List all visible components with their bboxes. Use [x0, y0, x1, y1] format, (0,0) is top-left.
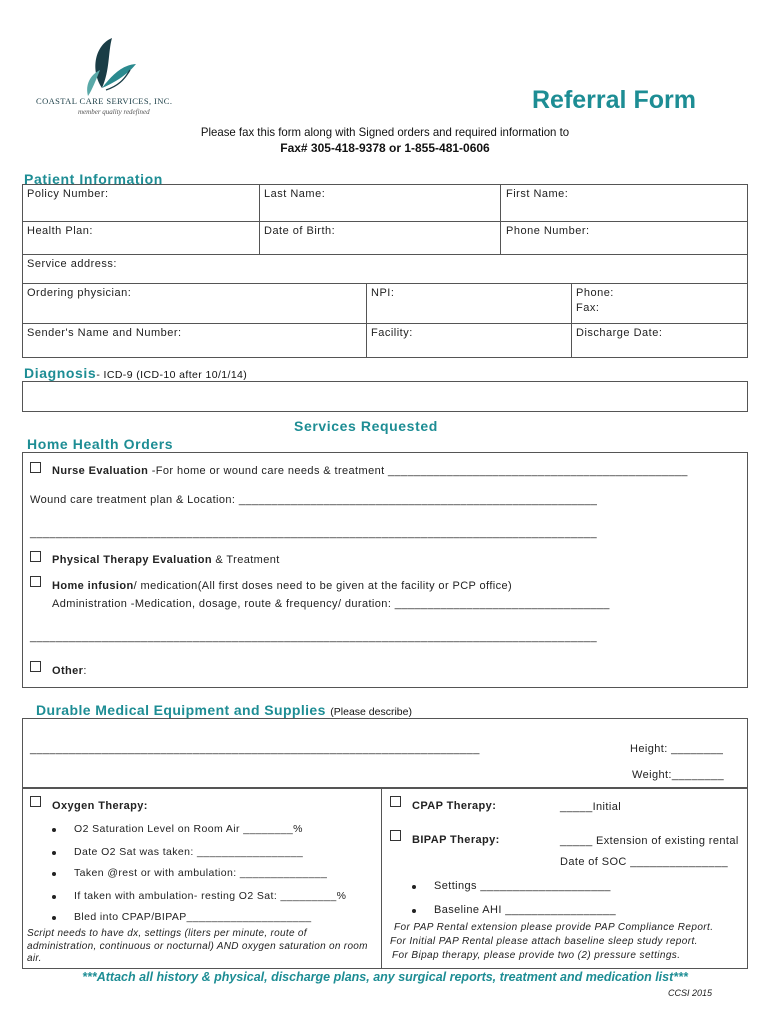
attach-note: ***Attach all history & physical, discharge plans, any surgical reports, treatment and medication list*** — [82, 970, 688, 984]
patient-info-heading: Patient Information — [24, 171, 163, 187]
oxygen-checkbox[interactable] — [30, 796, 41, 807]
bullet — [412, 885, 416, 889]
oxygen-item[interactable]: Bled into CPAP/BIPAP____________________ — [74, 911, 312, 923]
date-of-soc-field[interactable]: Date of SOC _______________ — [560, 856, 728, 868]
divider — [571, 283, 572, 358]
fax-instruction: Please fax this form along with Signed orders and required information to — [200, 125, 570, 139]
nurse-evaluation-line — [52, 465, 688, 477]
discharge-date-field[interactable]: Discharge Date: — [576, 327, 663, 339]
oxygen-label: Oxygen Therapy: — [52, 800, 148, 812]
nurse-evaluation-text[interactable]: -For home or wound care needs & treatment ______________________________________________ — [148, 465, 688, 477]
script-note: Script needs to have dx, settings (liters per minute, route of administration, continuous or nocturnal) AND oxygen saturation on room air. — [27, 928, 368, 964]
dob-field[interactable]: Date of Birth: — [264, 225, 336, 237]
physical-therapy-text: & Treatment — [211, 554, 280, 566]
nurse-evaluation-label: Nurse Evaluation — [52, 465, 149, 477]
bullet — [52, 872, 56, 876]
dme-subtitle: (Please describe) — [330, 706, 412, 718]
diagnosis-title: Diagnosis — [24, 365, 97, 381]
home-infusion-line — [52, 580, 512, 592]
physical-therapy-line — [52, 554, 280, 566]
cpap-checkbox[interactable] — [390, 796, 401, 807]
bipap-checkbox[interactable] — [390, 830, 401, 841]
physical-therapy-label: Physical Therapy Evaluation — [52, 554, 212, 566]
blank-line-2[interactable]: _______________________________________________________________________________________ — [30, 631, 598, 643]
fax-numbers: Fax# 305-418-9378 or 1-855-481-0606 — [280, 141, 490, 155]
settings-field[interactable]: Settings ____________________ — [434, 880, 611, 892]
bipap-extension-field[interactable]: _____ Extension of existing rental — [560, 835, 739, 847]
dme-description-line[interactable]: _____________________________________________________________________ — [30, 743, 480, 755]
divider — [259, 184, 260, 254]
npi-field[interactable]: NPI: — [371, 287, 395, 299]
bullet — [52, 895, 56, 899]
home-infusion-label: Home infusion — [52, 580, 134, 592]
sender-field[interactable]: Sender's Name and Number: — [27, 327, 182, 339]
baseline-ahi-field[interactable]: Baseline AHI _________________ — [434, 904, 617, 916]
form-code: CCSI 2015 — [668, 988, 713, 998]
policy-number-field[interactable]: Policy Number: — [27, 188, 109, 200]
pap-note-2: For Initial PAP Rental please attach baseline sleep study report. — [390, 936, 698, 947]
pap-note-1: For PAP Rental extension please provide PAP Compliance Report. — [394, 922, 714, 933]
last-name-field[interactable]: Last Name: — [264, 188, 326, 200]
phone-number-field[interactable]: Phone Number: — [506, 225, 590, 237]
pap-note-3: For Bipap therapy, please provide two (2) pressure settings. — [392, 950, 681, 961]
company-tagline: member quality redefined — [78, 108, 150, 116]
other-label: Other — [52, 665, 84, 677]
dme-title: Durable Medical Equipment and Supplies — [36, 702, 326, 718]
wound-care-line[interactable]: Wound care treatment plan & Location: _______________________________________________________ — [30, 494, 598, 506]
home-infusion-checkbox[interactable] — [30, 576, 41, 587]
height-field[interactable]: Height: ________ — [630, 743, 724, 755]
oxygen-item[interactable]: Taken @rest or with ambulation: ______________ — [74, 867, 328, 879]
ordering-physician-field[interactable]: Ordering physician: — [27, 287, 132, 299]
service-address-field[interactable]: Service address: — [27, 258, 117, 270]
home-health-box — [22, 452, 748, 688]
bullet — [52, 828, 56, 832]
bipap-label: BIPAP Therapy: — [412, 834, 500, 846]
facility-field[interactable]: Facility: — [371, 327, 413, 339]
divider — [500, 184, 501, 254]
divider — [22, 283, 748, 284]
oxygen-item[interactable]: O2 Saturation Level on Room Air ________% — [74, 823, 303, 835]
physician-phone-field[interactable]: Phone: — [576, 287, 614, 299]
divider — [22, 221, 748, 222]
first-name-field[interactable]: First Name: — [506, 188, 569, 200]
other-line — [52, 665, 87, 677]
oxygen-item[interactable]: Date O2 Sat was taken: _________________ — [74, 846, 304, 858]
cpap-initial-field[interactable]: _____Initial — [560, 801, 622, 813]
divider — [22, 323, 748, 324]
diagnosis-subtitle: - ICD-9 (ICD-10 after 10/1/14) — [96, 369, 248, 381]
other-colon: : — [83, 665, 87, 677]
bullet — [412, 909, 416, 913]
company-name: COASTAL CARE SERVICES, INC. — [36, 96, 173, 106]
bullet — [52, 916, 56, 920]
divider — [366, 283, 367, 358]
home-infusion-text: / medication(All first doses need to be given at the facility or PCP office) — [133, 580, 513, 592]
nurse-evaluation-checkbox[interactable] — [30, 462, 41, 473]
administration-line[interactable]: Administration -Medication, dosage, route & frequency/ duration: _________________________________ — [52, 598, 610, 610]
weight-field[interactable]: Weight:________ — [632, 769, 725, 781]
oxygen-item[interactable]: If taken with ambulation- resting O2 Sat: _________% — [74, 890, 347, 902]
physician-fax-field[interactable]: Fax: — [576, 302, 600, 314]
cpap-label: CPAP Therapy: — [412, 800, 497, 812]
form-title: Referral Form — [532, 86, 696, 114]
diagnosis-input[interactable] — [22, 381, 748, 412]
divider — [22, 254, 748, 255]
other-checkbox[interactable] — [30, 661, 41, 672]
bullet — [52, 851, 56, 855]
services-requested-heading: Services Requested — [294, 418, 438, 434]
physical-therapy-checkbox[interactable] — [30, 551, 41, 562]
home-health-heading: Home Health Orders — [27, 436, 174, 452]
health-plan-field[interactable]: Health Plan: — [27, 225, 93, 237]
blank-line[interactable]: _______________________________________________________________________________________ — [30, 527, 598, 539]
divider — [381, 788, 382, 969]
